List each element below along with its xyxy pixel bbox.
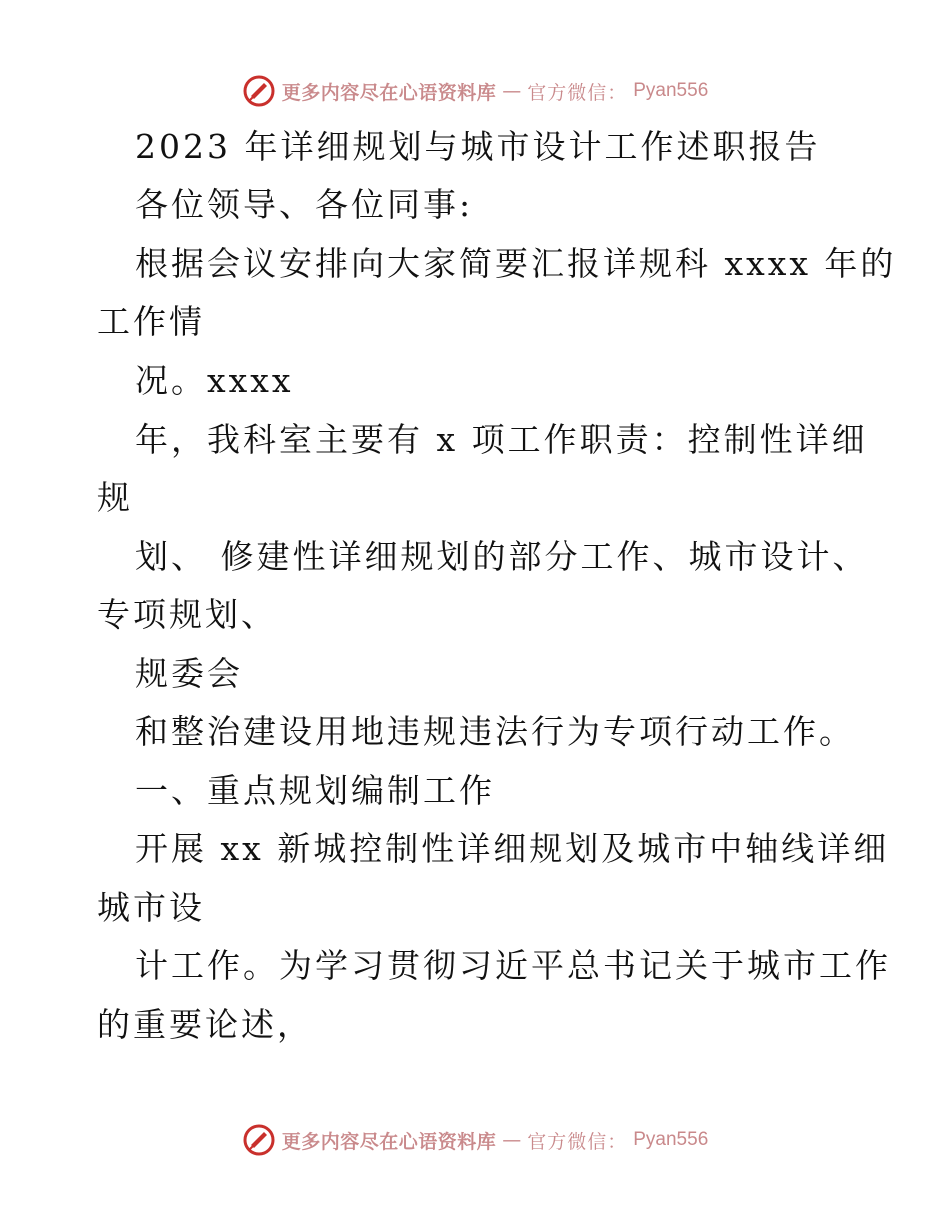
paragraph-line: 根据会议安排向大家简要汇报详规科 xxxx 年的 [135,244,897,283]
paragraph-line: 划、 修建性详细规划的部分工作、城市设计、 [135,537,869,576]
salutation: 各位领导、各位同事: [135,185,474,224]
paragraph-line: 工作情 [97,302,205,341]
paragraph-line: 的重要论述， [97,1005,313,1044]
paragraph-line: 城市设 [97,888,205,927]
section-heading: 一、重点规划编制工作 [135,771,495,810]
watermark-sub-text: 官方微信： [527,1130,628,1153]
paragraph-line: 计工作。为学习贯彻习近平总书记关于城市工作 [135,946,891,985]
footer-watermark [0,1120,950,1160]
paragraph-line: 专项规划、 [97,595,277,634]
paragraph-line: 年，我科室主要有 x 项工作职责：控制性详细 [135,420,868,459]
paragraph-line: 规委会 [135,654,243,693]
watermark-dash: — [502,1129,522,1151]
paragraph-line: 和整治建设用地违规违法行为专项行动工作。 [135,712,855,751]
document-title: 2023 年详细规划与城市设计工作述职报告 [135,127,821,166]
paragraph-line: 况。xxxx [135,361,294,400]
watermark-main-text: 更多内容尽在心语资料库 [281,81,497,104]
watermark-wechat-id: Pyan556 [633,1129,709,1150]
watermark-sub-text: 官方微信： [527,81,628,104]
watermark-main-text: 更多内容尽在心语资料库 [281,1130,497,1153]
paragraph-line: 开展 xx 新城控制性详细规划及城市中轴线详细 [135,829,890,868]
watermark-dash: — [502,80,522,102]
brand-logo-icon [242,1123,276,1157]
paragraph-line: 规 [97,478,133,517]
watermark-wechat-id: Pyan556 [633,80,709,101]
